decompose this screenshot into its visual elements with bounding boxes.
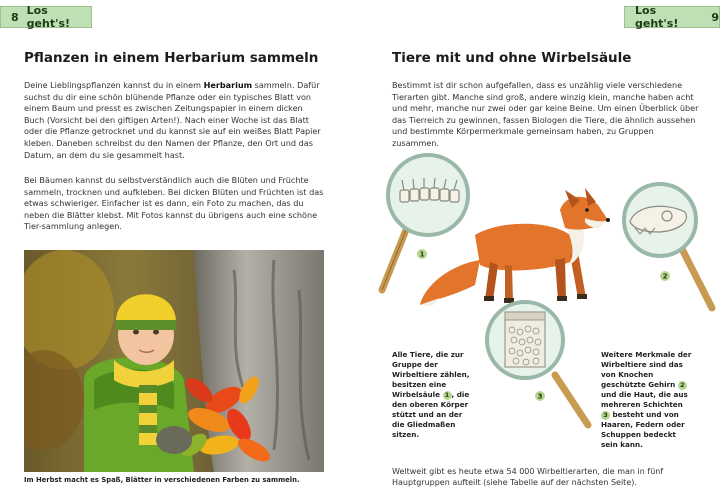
text: besteht und von Haaren, Federn oder Schuppen bedeckt sein kann. xyxy=(601,410,685,449)
badge-2-label: 2 xyxy=(662,272,668,281)
photo-caption: Im Herbst macht es Spaß, Blätter in verschiedenen Farben zu sammeln. xyxy=(24,476,300,484)
page-tab-right xyxy=(624,6,720,28)
photo-illustration xyxy=(24,250,324,472)
magnifier-skin xyxy=(487,302,588,425)
page-number: 8 xyxy=(11,10,19,24)
text: Weitere Merkmale der Wirbeltiere sind das von Knochen geschützte Gehirn xyxy=(601,350,692,389)
badge-3-label: 3 xyxy=(537,392,543,401)
badge-1 xyxy=(417,249,427,259)
page-title: Pflanzen in einem Herbarium sammeln xyxy=(24,50,319,66)
autumn-photo xyxy=(24,250,324,472)
paragraph-trees: Bei Bäumen kannst du selbstverständlich auch die Blüten und Früchte sammeln, trocknen und aufkleben. Bei dicken Blüten und Früchten ist das etwas schwieriger. Einfacher ist es dann, ein Foto zu machen, das du neben die Blätter klebst. Mit Fotos kannst du übrigens auch eine schöne Tier-sammlung anlegen. xyxy=(24,175,324,232)
badge-2 xyxy=(660,271,670,281)
text: sammeln. Dafür suchst du dir eine schön blühende Pflanze oder ein typisches Blatt von einem Baum und presst es zwischen Zeitungspapier in einem dicken Buch (Vorsicht bei den giftigen Arten!). Nach einer Woche ist das Blatt oder die Pflanze getrocknet und du kannst sie auf ein weißes Blatt Papier kleben. Daneben schreibst du den Namen der Pflanze, den Ort und das Datum, an dem du sie gesammelt hast. xyxy=(24,80,321,160)
text: , die den oberen Körper stützt und an der die Gliedmaßen sitzen. xyxy=(392,390,470,439)
page-title: Tiere mit und ohne Wirbelsäule xyxy=(392,50,632,66)
tab-label: Los geht's! xyxy=(635,4,679,30)
badge-3 xyxy=(535,391,545,401)
page-number: 9 xyxy=(711,10,719,24)
callout-spine xyxy=(392,350,476,440)
badge-inline-1: 1 xyxy=(443,391,452,400)
text: und die Haut, die aus mehreren Schichten xyxy=(601,390,688,409)
footer-paragraph: Weltweit gibt es heute etwa 54 000 Wirbeltierarten, die man in fünf Hauptgruppen aufteilt (siehe Tabelle auf der nächsten Seite). xyxy=(392,467,664,487)
magnifier-skull xyxy=(624,184,712,308)
tab-label: Los geht's! xyxy=(26,4,71,30)
badge-inline-3: 3 xyxy=(601,411,610,420)
paragraph-herbarium xyxy=(24,80,324,161)
badge-inline-2: 2 xyxy=(678,381,687,390)
text: Alle Tiere, die zur Gruppe der Wirbeltiere zählen, besitzen eine Wirbelsäule xyxy=(392,350,470,399)
badge-1-label: 1 xyxy=(419,250,425,259)
bold-term: Herbarium xyxy=(203,80,253,90)
page-tab-left xyxy=(0,6,92,28)
text: Deine Lieblingspflanzen kannst du in einem xyxy=(24,80,204,90)
callout-brain-skin xyxy=(601,350,693,450)
paragraph-intro: Bestimmt ist dir schon aufgefallen, dass es unzählig viele verschiedene Tierarten gibt. Manche sind groß, andere winzig klein, manche haben acht und mehr, manche nur zwei oder gar keine Beine. Um einen Überblick über das Tierreich zu gewinnen, fassen Biologen die Tiere, die ähnlich aussehen und bestimmte Körpermerkmale gemeinsam haben, zu Gruppen zusammen. xyxy=(392,80,699,148)
